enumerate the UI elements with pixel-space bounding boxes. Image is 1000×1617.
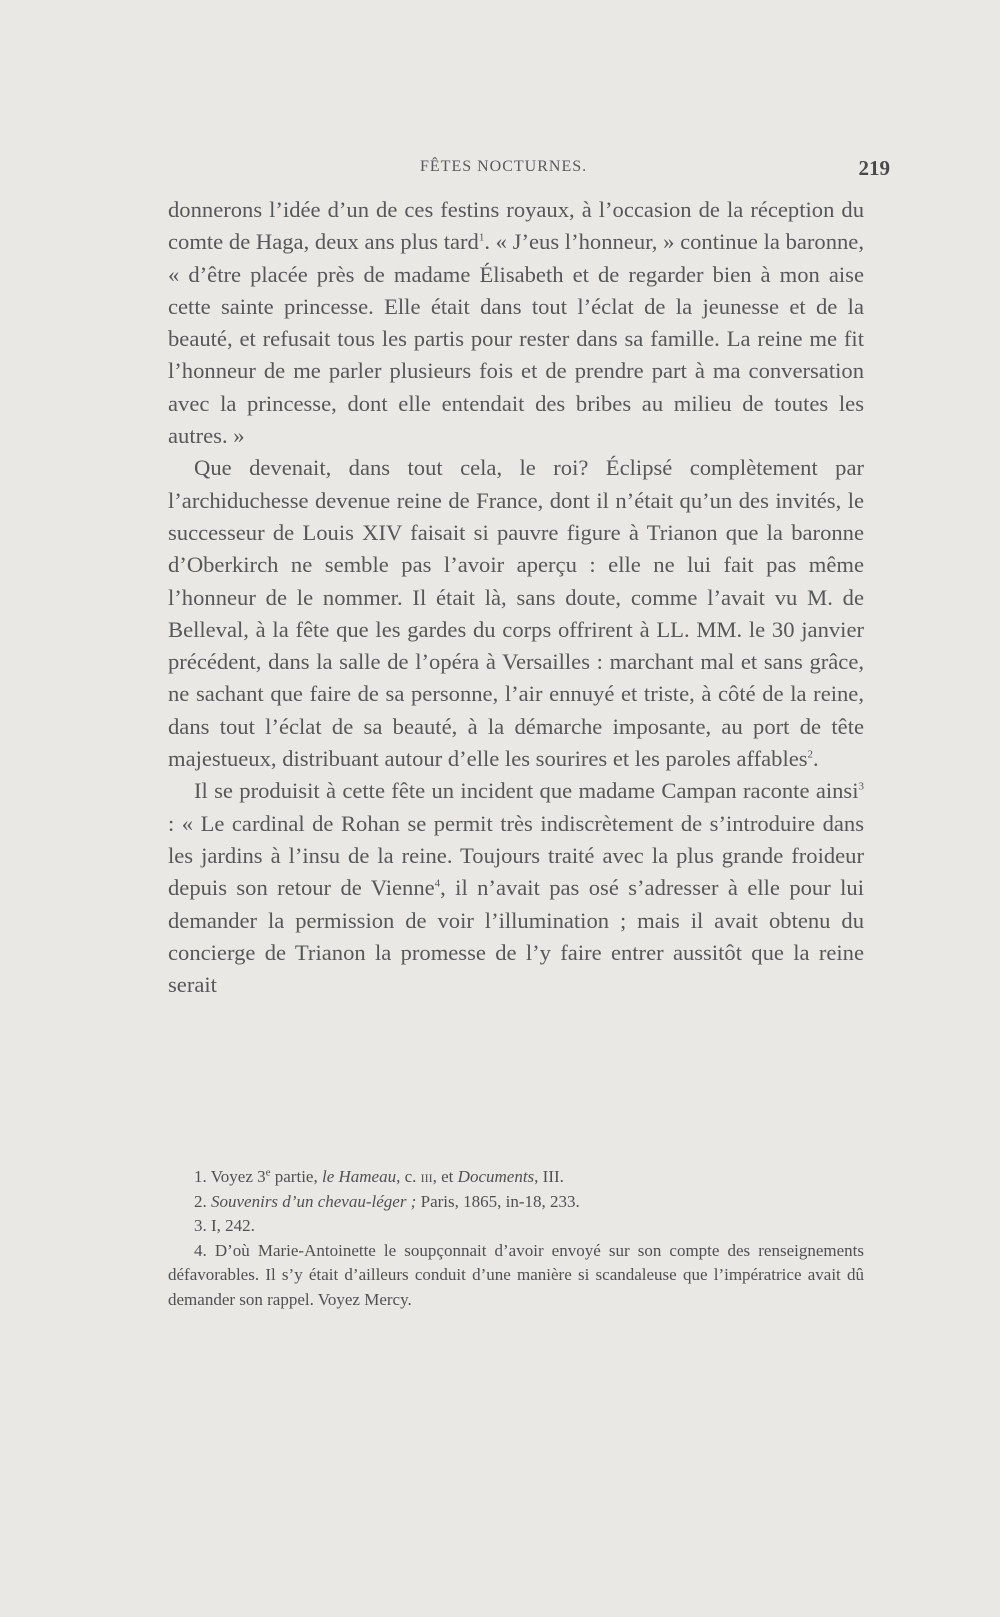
text-segment: Il se produisit à cette fête un incident que madame Campan raconte ainsi <box>194 778 859 804</box>
text-segment: Que devenait, dans tout cela, le roi? Éclipsé complètement par l’archiduchesse devenue reine de France, dont il n’était qu’un des invités, le successeur de Louis XIV faisait si pauvre figure à Trianon que la baronne d’Oberkirch ne semble pas l’avoir aperçu : elle ne lui fait pas même l’honneur de le nommer. Il était là, sans doute, comme l’avait vu M. de Belleval, à la fête que les gardes du corps offrirent à LL. MM. le 30 janvier précédent, dans la salle de l’opéra à Versailles : marchant mal et sans grâce, ne sachant que faire de sa personne, l’air ennuyé et triste, à côté de la reine, dans tout l’éclat de sa beauté, à la démarche imposante, au port de tête majestueux, distribuant autour d’elle les sourires et les paroles affables <box>168 455 864 772</box>
italic-title: Documents <box>457 1167 535 1186</box>
footnote <box>168 1214 864 1239</box>
footnotes <box>168 1165 864 1312</box>
text-segment: . <box>813 746 819 772</box>
text-segment: 4. D’où Marie-Antoinette le soupçonnait d’avoir envoyé sur son compte des renseignements défavorables. Il s’y était d’ailleurs conduit d’une manière si scandaleuse que l’impératrice avait dû demander son rappel. Voyez Mercy. <box>168 1240 864 1309</box>
smallcaps-text: iii <box>420 1167 433 1186</box>
footnote <box>168 1190 864 1215</box>
text-segment: , il n’avait pas osé s’adresser à elle pour lui demander la permission de voir l’illumination ; mais il avait obtenu du concierge de Trianon la promesse de l’y faire entrer aussitôt que la reine serait <box>168 875 864 998</box>
italic-title: Souvenirs d’un chevau-léger ; <box>211 1191 417 1211</box>
italic-title: le Hameau <box>321 1167 397 1186</box>
text-segment: , et <box>432 1167 458 1186</box>
text-segment: 1. Voyez 3 <box>194 1167 266 1186</box>
body-text <box>168 194 864 1001</box>
text-segment: partie, <box>270 1167 322 1186</box>
page-number: 219 <box>858 156 890 180</box>
footnote-ref: 2 <box>807 748 814 761</box>
footnote <box>168 1165 864 1190</box>
footnote-ref: 4 <box>434 877 441 890</box>
text-segment: Paris, 1865, in-18, 233. <box>416 1191 580 1211</box>
superscript: e <box>265 1166 271 1179</box>
text-segment: , c. <box>396 1167 421 1186</box>
footnote <box>168 1239 864 1313</box>
paragraph <box>168 194 864 452</box>
footnote-ref: 1 <box>478 231 485 244</box>
paragraph <box>168 775 864 1001</box>
text-segment: . « J’eus l’honneur, » continue la baronne, « d’être placée près de madame Élisabeth et de regarder bien à mon aise cette sainte princesse. Elle était dans tout l’éclat de la jeunesse et de la beauté, et refusait tous les partis pour rester dans sa famille. La reine me fit l’honneur de me parler plusieurs fois et de prendre part à ma conversation avec la princesse, dont elle entendait des bribes au milieu de toutes les autres. » <box>168 229 864 449</box>
text-segment: 3. I, 242. <box>194 1216 255 1235</box>
paragraph <box>168 452 864 775</box>
text-segment: , III. <box>534 1167 564 1186</box>
text-segment: : « Le cardinal de Rohan se permit très indiscrètement de s’introduire dans les jardins à l’insu de la reine. Toujours traité avec la plus grande froideur depuis son retour de Vienne <box>168 810 864 901</box>
text-segment: donnerons l’idée d’un de ces festins royaux, à l’occasion de la réception du comte de Haga, deux ans plus tard <box>168 197 864 255</box>
running-title: FÊTES NOCTURNES. <box>420 158 588 175</box>
text-segment: 2. <box>194 1191 211 1211</box>
footnote-ref: 3 <box>858 780 864 793</box>
